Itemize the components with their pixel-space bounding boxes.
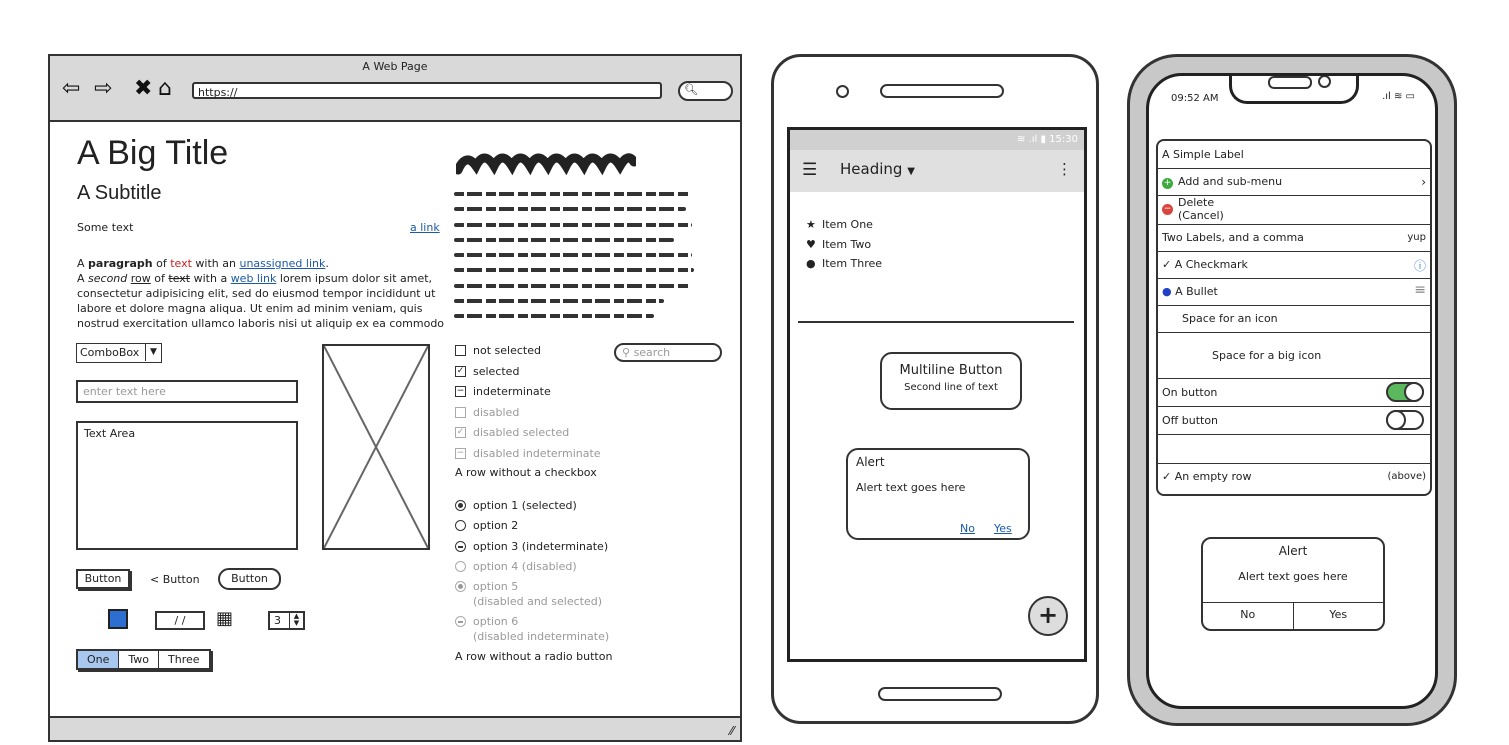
- off-toggle[interactable]: [1386, 410, 1424, 430]
- speaker-icon: [1268, 76, 1312, 89]
- button-back[interactable]: < Button: [150, 573, 200, 586]
- checkbox-label: selected: [473, 364, 520, 378]
- alert-no-button[interactable]: No: [960, 522, 975, 535]
- radio-label: option 6 (disabled indeterminate): [473, 615, 610, 643]
- row-without-radio: A row without a radio button: [455, 650, 613, 663]
- table-row: Space for a big icon: [1158, 332, 1430, 379]
- divider: [798, 321, 1074, 323]
- radio-row[interactable]: [455, 518, 518, 533]
- date-field[interactable]: / /: [155, 611, 205, 630]
- radio-label: option 3 (indeterminate): [473, 540, 609, 553]
- checkbox: −: [456, 447, 465, 458]
- notch: [1229, 73, 1359, 104]
- multiline-button[interactable]: Multiline Button Second line of text: [880, 352, 1022, 410]
- camera-icon: [1318, 75, 1331, 88]
- checkbox-label: not selected: [473, 344, 541, 357]
- image-placeholder: [322, 344, 430, 550]
- segmented-control: [76, 649, 211, 670]
- number-stepper[interactable]: 3 ▲ ▼: [268, 611, 305, 630]
- segment-three[interactable]: Three: [168, 653, 200, 666]
- scribbled-text: [454, 192, 694, 330]
- radio-label: option 1 (selected): [473, 499, 577, 512]
- home-button[interactable]: [878, 687, 1002, 701]
- a-link[interactable]: a link: [410, 221, 440, 234]
- browser-search[interactable]: [678, 81, 733, 101]
- android-app-bar: [790, 150, 1084, 192]
- radio-button: [455, 561, 466, 572]
- url-field[interactable]: https://: [192, 82, 662, 99]
- alert-body: Alert text goes here: [856, 481, 966, 494]
- segment-one[interactable]: One: [78, 651, 119, 668]
- more-vert-icon[interactable]: ⋮: [1057, 160, 1072, 178]
- radio-button[interactable]: [455, 500, 466, 511]
- row-without-checkbox: A row without a checkbox: [455, 466, 597, 479]
- checkmark-icon: ✓: [1162, 258, 1175, 271]
- table-row-off: Off button: [1158, 406, 1430, 435]
- status-time: 09:52 AM: [1171, 93, 1219, 104]
- wifi-signal-battery-icon: ≋ .ıl ▮: [1017, 134, 1050, 145]
- star-icon: ★: [806, 218, 816, 231]
- radio-row: [455, 614, 609, 644]
- heart-icon: ♥: [806, 238, 816, 251]
- fab-add-button[interactable]: +: [1028, 596, 1068, 636]
- radio-button: [455, 616, 466, 627]
- button-plain[interactable]: Button: [76, 569, 130, 589]
- checkbox-label: disabled selected: [473, 426, 570, 439]
- on-toggle[interactable]: [1386, 382, 1424, 402]
- signal-wifi-battery-icon: .ıl ≋ ▭: [1382, 91, 1415, 102]
- ios-alert: [1201, 537, 1385, 631]
- checkbox: [455, 407, 466, 418]
- camera-icon: [836, 85, 849, 98]
- table-row: A Simple Label: [1162, 148, 1244, 161]
- dot-icon: ●: [806, 257, 816, 270]
- alert-no-button[interactable]: No: [1203, 603, 1294, 629]
- add-icon: +: [1163, 178, 1172, 188]
- segment-two[interactable]: Two: [119, 651, 159, 668]
- bullet-icon: ●: [1162, 285, 1176, 298]
- close-icon[interactable]: ✖: [134, 76, 153, 101]
- checkbox-label: indeterminate: [473, 385, 551, 398]
- iphone: [1127, 54, 1457, 726]
- hamburger-menu-icon[interactable]: ☰: [802, 160, 818, 180]
- table-row-checkmark[interactable]: ✓ A Checkmark ⓘ: [1158, 251, 1430, 279]
- android-alert: [846, 448, 1030, 540]
- checkbox-row[interactable]: [455, 365, 519, 378]
- table-row-on: On button: [1158, 378, 1430, 407]
- text-input[interactable]: enter text here: [76, 380, 298, 403]
- radio-button: [455, 581, 466, 592]
- android-phone: [771, 54, 1099, 724]
- status-bar: [50, 716, 740, 740]
- iphone-screen: [1146, 73, 1438, 709]
- some-text: Some text: [77, 221, 134, 234]
- alert-title: Alert: [1278, 544, 1308, 558]
- radio-button[interactable]: [455, 541, 466, 552]
- list-item[interactable]: ♥ Item Two: [806, 238, 872, 251]
- stepper-arrows-icon[interactable]: ▲ ▼: [289, 613, 303, 628]
- combobox[interactable]: ComboBox ▼: [76, 343, 162, 363]
- checkbox-label: disabled indeterminate: [473, 446, 601, 460]
- delete-icon: −: [1163, 204, 1172, 214]
- browser-window: [48, 54, 742, 742]
- home-icon[interactable]: ⌂: [158, 76, 172, 101]
- speaker-icon: [880, 84, 1004, 98]
- back-arrow-icon[interactable]: ⇦: [62, 76, 81, 101]
- page-subtitle: A Subtitle: [77, 182, 162, 204]
- radio-row: [455, 579, 602, 609]
- checkbox-row: [455, 406, 519, 419]
- checkbox[interactable]: −: [456, 386, 465, 396]
- radio-label: option 4 (disabled): [473, 560, 577, 573]
- table-row: Two Labels, and a comma yup: [1158, 224, 1430, 252]
- text-area[interactable]: Text Area: [76, 421, 298, 550]
- checkbox-row[interactable]: [455, 344, 541, 357]
- alert-yes-button[interactable]: Yes: [994, 522, 1012, 535]
- android-screen: [787, 127, 1087, 662]
- search-icon: 🔍︎: [684, 83, 698, 96]
- table-row-delete[interactable]: − Delete (Cancel): [1158, 195, 1430, 225]
- android-status-bar: ≋ .ıl ▮ 15:30: [790, 130, 1084, 150]
- caret-down-icon: ▼: [907, 166, 915, 177]
- radio-row[interactable]: [455, 498, 577, 513]
- heading-dropdown[interactable]: Heading ▼: [840, 160, 915, 178]
- alert-title: Alert: [856, 455, 885, 469]
- radio-row[interactable]: [455, 539, 608, 554]
- checkbox: ✓: [456, 427, 465, 437]
- table-row: Space for an icon: [1158, 305, 1430, 333]
- resize-grip-icon[interactable]: ⁄⁄: [729, 724, 734, 738]
- radio-row: [455, 559, 577, 574]
- paragraph: A paragraph of text with an unassigned link. A second row of text with a web link lorem ipsum dolor sit amet, consectetur adipisicing elit, sed do eiusmod tempor incididunt ut labore et dolore magna aliqua. Ut enim ad minim veniam, quis nostrud exercitation ullamco laboris nisi ut aliquip ex ea commodo: [77, 257, 445, 330]
- search-icon: ⚲: [622, 346, 634, 359]
- search-input[interactable]: ⚲ search: [614, 343, 722, 362]
- alert-body: Alert text goes here: [1238, 570, 1348, 583]
- radio-button[interactable]: [455, 520, 466, 531]
- unassigned-link[interactable]: unassigned link: [239, 257, 326, 270]
- reorder-icon[interactable]: ≡: [1414, 282, 1426, 298]
- checkbox-row: [455, 447, 601, 460]
- checkbox[interactable]: ✓: [456, 365, 465, 376]
- table-row-empty-label[interactable]: ✓ An empty row (above): [1158, 463, 1430, 497]
- button-back-shape[interactable]: Button: [218, 568, 281, 590]
- calendar-icon[interactable]: ▦: [216, 608, 234, 629]
- list-item[interactable]: ● Item Three: [806, 257, 883, 270]
- forward-arrow-icon[interactable]: ⇨: [94, 76, 113, 101]
- list-item[interactable]: ★ Item One: [806, 218, 873, 231]
- table-view: [1156, 139, 1432, 496]
- alert-yes-button[interactable]: Yes: [1329, 608, 1348, 621]
- checkbox-row: [455, 426, 569, 439]
- checkbox-label: disabled: [473, 405, 520, 419]
- radio-label: option 5 (disabled and selected): [473, 580, 603, 608]
- checkmark-icon: ✓: [1162, 470, 1175, 483]
- page-title: A Big Title: [77, 134, 229, 172]
- chevron-left-icon: <: [150, 573, 163, 586]
- table-row-empty: [1158, 434, 1430, 464]
- info-icon[interactable]: ⓘ: [1413, 259, 1426, 273]
- window-title: A Web Page: [362, 60, 428, 73]
- table-row-bullet[interactable]: ● A Bullet ≡: [1158, 278, 1430, 306]
- checkbox-row[interactable]: [455, 385, 551, 398]
- checkbox[interactable]: [455, 345, 466, 356]
- chevron-down-icon: ▼: [145, 344, 161, 361]
- radio-label: option 2: [473, 519, 519, 532]
- scribbled-title: [456, 148, 636, 176]
- table-row-add[interactable]: + Add and sub-menu ›: [1158, 168, 1430, 196]
- chevron-right-icon: ›: [1421, 175, 1426, 189]
- color-picker[interactable]: [108, 609, 128, 629]
- web-link[interactable]: web link: [230, 272, 277, 285]
- browser-chrome: [50, 56, 740, 122]
